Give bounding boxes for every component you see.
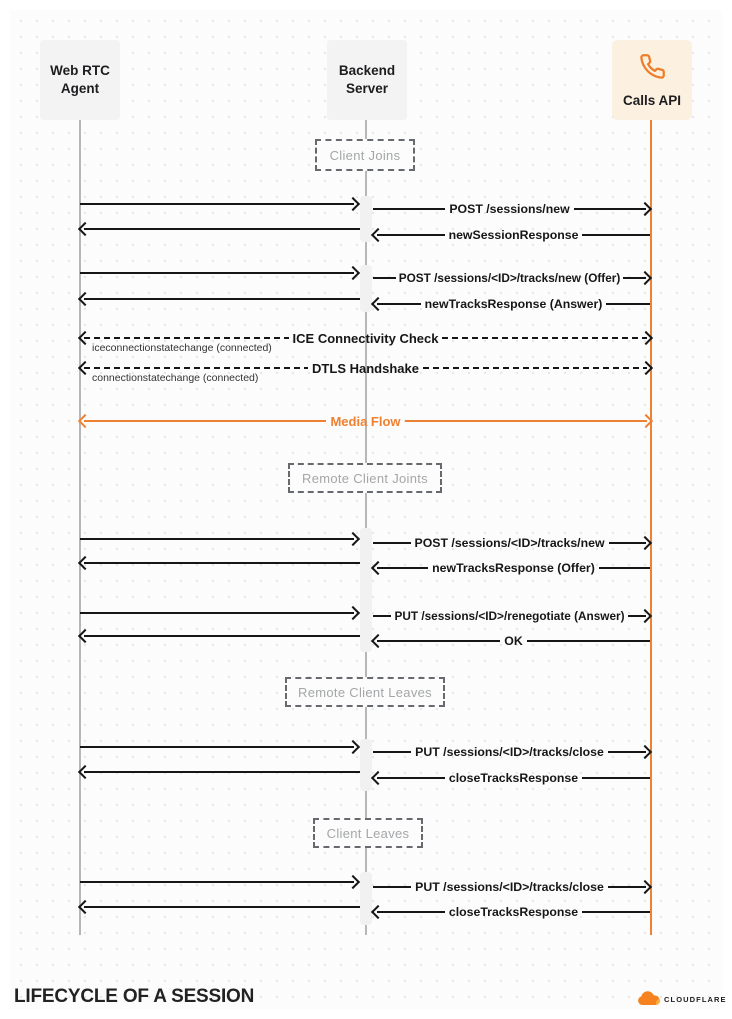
- activation-bar: [360, 265, 372, 312]
- message-label: ICE Connectivity Check: [292, 330, 439, 346]
- participant-webrtc-agent: [40, 40, 120, 120]
- arrowhead-icon: [346, 266, 360, 280]
- arrowhead-icon: [639, 414, 653, 428]
- arrow-close-tracks-response: [373, 770, 650, 786]
- activation-bar: [360, 739, 372, 791]
- arrowhead-icon: [639, 361, 653, 375]
- arrow-new-session-response: [373, 227, 650, 243]
- arrowhead-icon: [78, 361, 92, 375]
- arrow-close-tracks-response: [373, 904, 650, 920]
- activation-bar: [360, 872, 372, 925]
- arrow-media-flow: [80, 413, 651, 429]
- message-label: PUT /sessions/<ID>/tracks/close: [415, 745, 604, 759]
- arrowhead-icon: [78, 556, 92, 570]
- arrowhead-icon: [78, 331, 92, 345]
- arrowhead-icon: [78, 414, 92, 428]
- message-label: PUT /sessions/<ID>/renegotiate (Answer): [394, 609, 625, 623]
- phase-label: Remote Client Joints: [302, 470, 428, 486]
- phase-client-joins: [315, 139, 415, 171]
- arrowhead-icon: [638, 609, 652, 623]
- arrowhead-icon: [346, 740, 360, 754]
- arrow-new-tracks-response-offer: [373, 560, 650, 576]
- participant-label: Backend Server: [338, 63, 396, 96]
- event-iceconnectionstatechange: iceconnectionstatechange (connected): [92, 342, 272, 354]
- arrow-agent-to-backend: [80, 196, 358, 212]
- arrow-new-tracks-response-answer: [373, 296, 650, 312]
- message-label: POST /sessions/new: [449, 202, 570, 216]
- participant-label: Web RTC Agent: [50, 63, 110, 96]
- arrow-post-tracks-new-offer: [373, 270, 650, 286]
- arrow-backend-to-agent: [80, 628, 360, 644]
- arrow-backend-to-agent: [80, 764, 360, 780]
- phase-label: Remote Client Leaves: [298, 684, 432, 700]
- arrowhead-icon: [371, 297, 385, 311]
- arrow-backend-to-agent: [80, 555, 360, 571]
- arrowhead-icon: [371, 905, 385, 919]
- arrow-post-sessions-new: [373, 201, 650, 217]
- arrow-agent-to-backend: [80, 739, 358, 755]
- arrowhead-icon: [371, 771, 385, 785]
- arrowhead-icon: [371, 228, 385, 242]
- arrow-ok-response: [373, 633, 650, 649]
- arrow-agent-to-backend: [80, 605, 358, 621]
- arrow-post-tracks-new: [373, 535, 650, 551]
- message-label: POST /sessions/<ID>/tracks/new (Offer): [398, 271, 621, 285]
- arrowhead-icon: [78, 292, 92, 306]
- message-label: closeTracksResponse: [448, 771, 579, 785]
- arrowhead-icon: [638, 271, 652, 285]
- arrowhead-icon: [78, 629, 92, 643]
- arrowhead-icon: [638, 202, 652, 216]
- page-title: LIFECYCLE OF A SESSION: [14, 986, 255, 1007]
- message-label: newSessionResponse: [448, 228, 579, 242]
- phase-label: Client Joins: [329, 147, 401, 163]
- arrowhead-icon: [346, 532, 360, 546]
- phone-icon: [639, 53, 666, 80]
- arrowhead-icon: [78, 900, 92, 914]
- message-label: newTracksResponse (Answer): [424, 297, 603, 311]
- cloudflare-cloud-logo: [637, 991, 661, 1007]
- arrowhead-icon: [638, 536, 652, 550]
- arrowhead-icon: [639, 331, 653, 345]
- arrow-put-renegotiate-answer: [373, 608, 650, 624]
- arrow-put-tracks-close: [373, 744, 650, 760]
- arrow-backend-to-agent: [80, 291, 360, 307]
- message-label: newTracksResponse (Offer): [432, 561, 595, 575]
- arrow-backend-to-agent: [80, 899, 360, 915]
- phase-label: Client Leaves: [326, 825, 410, 841]
- arrowhead-icon: [638, 745, 652, 759]
- arrow-agent-to-backend: [80, 531, 358, 547]
- message-label: Media Flow: [330, 413, 401, 429]
- phase-remote-client-joins: [288, 463, 442, 493]
- arrow-agent-to-backend: [80, 265, 358, 281]
- arrowhead-icon: [346, 197, 360, 211]
- message-label: DTLS Handshake: [312, 360, 419, 376]
- participant-label: Calls API: [622, 93, 682, 109]
- arrowhead-icon: [371, 561, 385, 575]
- arrowhead-icon: [346, 875, 360, 889]
- arrowhead-icon: [638, 880, 652, 894]
- activation-bar: [360, 528, 372, 652]
- arrowhead-icon: [346, 606, 360, 620]
- arrow-agent-to-backend: [80, 874, 358, 890]
- message-label: POST /sessions/<ID>/tracks/new: [414, 536, 605, 550]
- phase-remote-client-leaves: [285, 677, 445, 707]
- arrow-backend-to-agent: [80, 221, 360, 237]
- arrow-put-tracks-close: [373, 879, 650, 895]
- arrowhead-icon: [78, 222, 92, 236]
- participant-calls-api: [612, 40, 692, 120]
- arrowhead-icon: [371, 634, 385, 648]
- arrowhead-icon: [78, 765, 92, 779]
- brand-wordmark: CLOUDFLARE: [664, 994, 727, 1004]
- message-label: OK: [504, 634, 523, 648]
- lifeline-webrtc-agent: [79, 119, 81, 935]
- message-label: PUT /sessions/<ID>/tracks/close: [415, 880, 604, 894]
- message-label: closeTracksResponse: [448, 905, 579, 919]
- participant-backend-server: [327, 40, 407, 120]
- cloudflare-brand: [637, 991, 727, 1007]
- event-connectionstatechange: connectionstatechange (connected): [92, 372, 259, 384]
- phase-client-leaves: [313, 818, 423, 848]
